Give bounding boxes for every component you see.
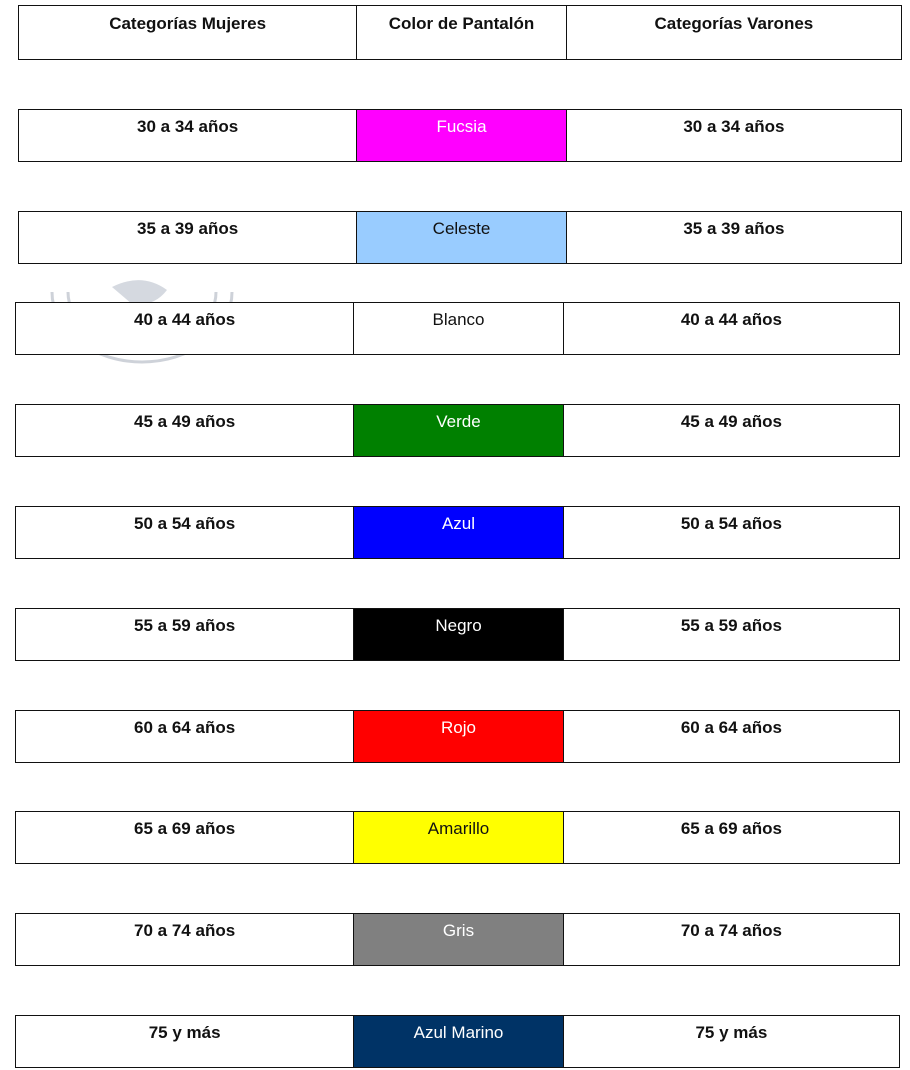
women-category-cell: 75 y más [148, 1023, 221, 1042]
women-category-cell: 50 a 54 años [134, 514, 236, 533]
women-category-cell: 45 a 49 años [134, 412, 236, 431]
women-category-cell: 55 a 59 años [134, 616, 236, 635]
women-category-cell: 70 a 74 años [134, 921, 236, 940]
table-row [15, 302, 900, 355]
women-category-cell: 65 a 69 años [134, 819, 236, 838]
women-category-cell: 35 a 39 años [137, 219, 239, 238]
table-row [18, 211, 902, 264]
men-category-cell: 45 a 49 años [680, 412, 782, 431]
pants-color-cell: Fucsia [356, 110, 567, 161]
header-men: Categorías Varones [654, 14, 814, 33]
table-row [15, 811, 900, 864]
men-category-cell: 50 a 54 años [680, 514, 782, 533]
men-category-cell: 55 a 59 años [680, 616, 782, 635]
men-category-cell: 75 y más [695, 1023, 768, 1042]
women-category-cell: 40 a 44 años [134, 310, 236, 329]
men-category-cell: 70 a 74 años [680, 921, 782, 940]
table-row [15, 913, 900, 966]
women-category-cell: 30 a 34 años [137, 117, 239, 136]
men-category-cell: 30 a 34 años [683, 117, 785, 136]
header-color: Color de Pantalón [356, 6, 567, 59]
pants-color-cell: Azul Marino [353, 1016, 564, 1067]
men-category-cell: 35 a 39 años [683, 219, 785, 238]
table-row [15, 1015, 900, 1068]
pants-color-cell: Rojo [353, 711, 564, 762]
table-header [18, 5, 902, 60]
men-category-cell: 40 a 44 años [680, 310, 782, 329]
pants-color-cell: Negro [353, 609, 564, 660]
table-row [15, 404, 900, 457]
table-row [15, 608, 900, 661]
pants-color-cell: Blanco [353, 303, 564, 354]
women-category-cell: 60 a 64 años [134, 718, 236, 737]
table-row [18, 109, 902, 162]
men-category-cell: 65 a 69 años [680, 819, 782, 838]
header-women: Categorías Mujeres [109, 14, 267, 33]
pants-color-cell: Celeste [356, 212, 567, 263]
pants-color-cell: Amarillo [353, 812, 564, 863]
pants-color-cell: Gris [353, 914, 564, 965]
table-row [15, 506, 900, 559]
pants-color-cell: Azul [353, 507, 564, 558]
table-row [15, 710, 900, 763]
men-category-cell: 60 a 64 años [680, 718, 782, 737]
pants-color-cell: Verde [353, 405, 564, 456]
